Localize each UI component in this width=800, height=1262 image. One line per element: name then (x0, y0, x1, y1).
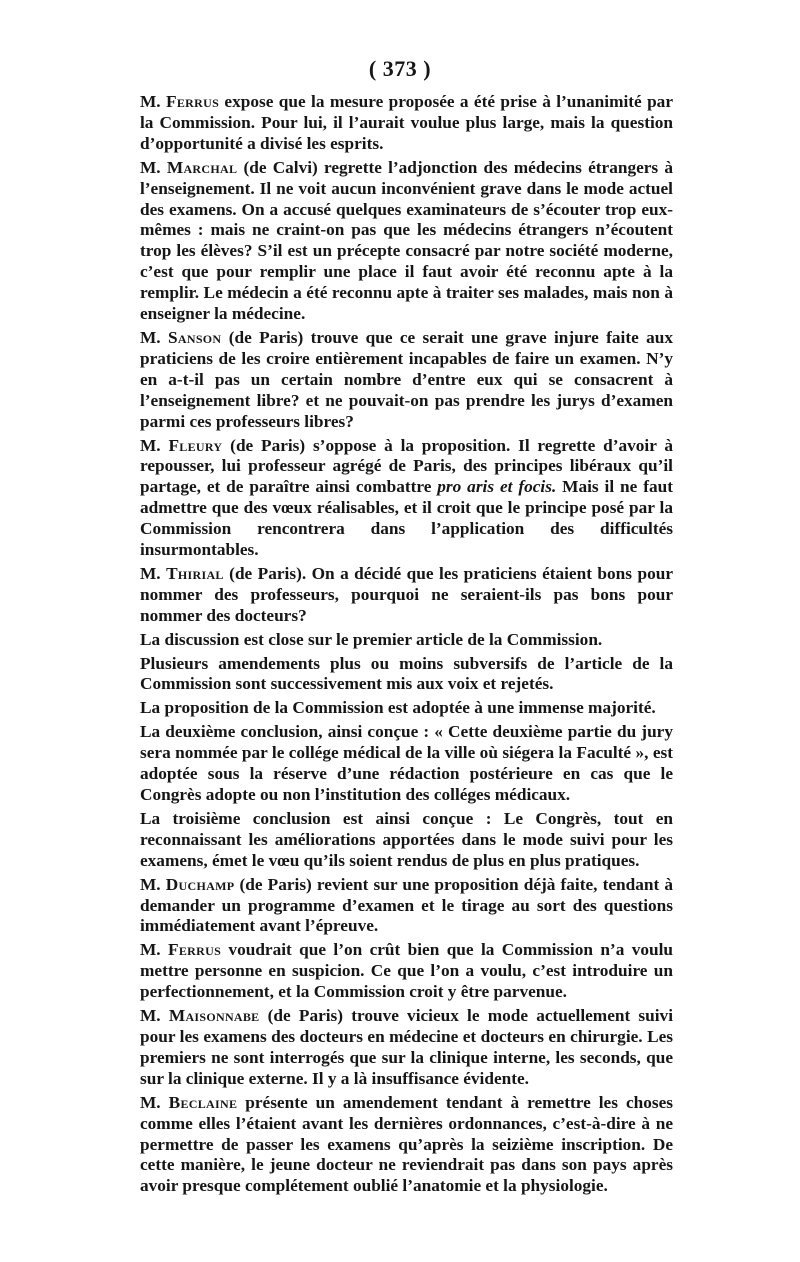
paragraph-text: La proposition de la Commission est adoptée à une immense majorité. (140, 698, 656, 718)
paragraph-text: La troisième conclusion est ainsi conçue : Le Congrès, tout en reconnaissant les améliorations apportées dans le mode suivi pour les examens, émet le vœu qu’ils soient rendus de plus en plus pratiques. (140, 808, 673, 870)
paragraph (140, 1093, 673, 1198)
paragraph-text: Plusieurs amendements plus ou moins subversifs de l’article de la Commission sont successivement mis aux voix et rejetés. (140, 653, 673, 694)
paragraph (140, 698, 673, 719)
paragraph-text: (de Paris) trouve vicieux le mode actuellement suivi pour les examens des docteurs en médecine et docteurs en chirurgie. Les premiers ne sont interrogés que sur la clinique interne, les seconds, que sur la clinique externe. Il y a là insuffisance évidente. (140, 1006, 673, 1088)
paragraph (140, 940, 673, 1003)
paragraph-text: expose que la mesure proposée a été prise à l’unanimité par la Commission. Pour lui, il l’aurait voulue plus large, mais la question d’opportunité a divisé les esprits. (140, 92, 673, 153)
paragraph (140, 875, 673, 938)
speaker-name: Ferrus (168, 940, 222, 960)
speaker-name: Marchal (166, 157, 238, 177)
page-number: ( 373 ) (368, 56, 432, 81)
speaker-name: Ferrus (166, 92, 220, 111)
paragraph (140, 158, 673, 325)
speaker-name: Beclaine (168, 1092, 238, 1112)
speaker-title: M. (140, 157, 161, 177)
paragraph-text: (de Calvi) regrette l’adjonction des médecins étrangers à l’enseignement. Il ne voit aucun inconvénient grave dans le mode actuel des examens. On a accusé quelques examinateurs de s’écouter trop eux-mêmes : mais ne craint-on pas que les médecins étrangers n’écoutent trop les élèves? S’il est un précepte consacré par notre société moderne, c’est que pour remplir une place il faut avoir été reconnu apte à la remplir. Le médecin a été reconnu apte à traiter ses malades, mais non à enseigner la médecine. (140, 157, 673, 324)
speaker-title: M. (140, 874, 161, 894)
speaker-name: Sanson (167, 327, 222, 347)
paragraph (140, 722, 673, 806)
speaker-title: M. (140, 563, 161, 583)
speaker-name: Maisonnabe (168, 1006, 260, 1026)
speaker-title: M. (140, 1092, 161, 1112)
body-text (140, 92, 673, 1197)
speaker-title: M. (140, 940, 161, 960)
speaker-title: M. (140, 1006, 161, 1026)
paragraph (140, 436, 673, 561)
paragraph (140, 809, 673, 872)
paragraph (140, 1006, 673, 1090)
paragraph-text: présente un amendement tendant à remettre les choses comme elles l’étaient avant les dernières ordonnances, c’est-à-dire à ne permettre de passer les examens qu’après la seizième inscription. De cette manière, le jeune docteur ne reviendrait pas dans son pays après avoir presque complétement oublié l’anatomie et la physiologie. (140, 1092, 673, 1196)
paragraph-text: La deuxième conclusion, ainsi conçue : « Cette deuxième partie du jury sera nommée par le collége médical de la ville où siégera la Faculté », est adoptée sous la réserve d’une rédaction postérieure en cas que le Congrès adopte ou non l’institution des colléges médicaux. (140, 722, 673, 804)
paragraph (140, 564, 673, 627)
speaker-name: Duchamp (165, 874, 235, 894)
paragraph (140, 328, 673, 433)
paragraph-text: (de Paris) revient sur une proposition déjà faite, tendant à demander un programme d’examen et le tirage au sort des questions immédiatement avant l’épreuve. (140, 874, 674, 936)
paragraph-text: La discussion est close sur le premier article de la Commission. (140, 629, 603, 649)
paragraph-text: (de Paris) s’oppose à la proposition. Il regrette d’avoir à repousser, lui professeur agrégé de Paris, des principes libéraux qu’il partage, et de paraître ainsi combattre (140, 435, 673, 497)
speaker-title: M. (140, 327, 161, 347)
speaker-title: M. (140, 92, 161, 111)
paragraph-text: voudrait que l’on crût bien que la Commission n’a voulu mettre personne en suspicion. Ce que l’on a voulu, c’est introduire un perfectionnement, et la Commission croit y être parvenue. (140, 940, 673, 1002)
latin-phrase: pro aris et focis. (437, 477, 557, 497)
speaker-name: Fleury (168, 435, 223, 455)
paragraph-text: (de Paris). On a décidé que les praticiens étaient bons pour nommer des professeurs, pourquoi ne seraient-ils pas bons pour nommer des docteurs? (140, 563, 673, 625)
paragraph (140, 630, 673, 651)
paragraph-text: Mais il ne faut admettre que des vœux réalisables, et il croit que le principe posé par la Commission rencontrera dans l’application des difficultés insurmontables. (140, 477, 673, 560)
speaker-title: M. (140, 435, 161, 455)
speaker-name: Thirial (166, 563, 224, 583)
paragraph (140, 92, 673, 155)
paragraph (140, 654, 673, 696)
paragraph-text: (de Paris) trouve que ce serait une grave injure faite aux praticiens de les croire entièrement incapables de faire un examen. N’y en a-t-il pas un certain nombre d’entre eux qui se consacrent à l’enseignement libre? et ne pouvait-on pas prendre les jurys d’examen parmi ces professeurs libres? (140, 327, 673, 431)
